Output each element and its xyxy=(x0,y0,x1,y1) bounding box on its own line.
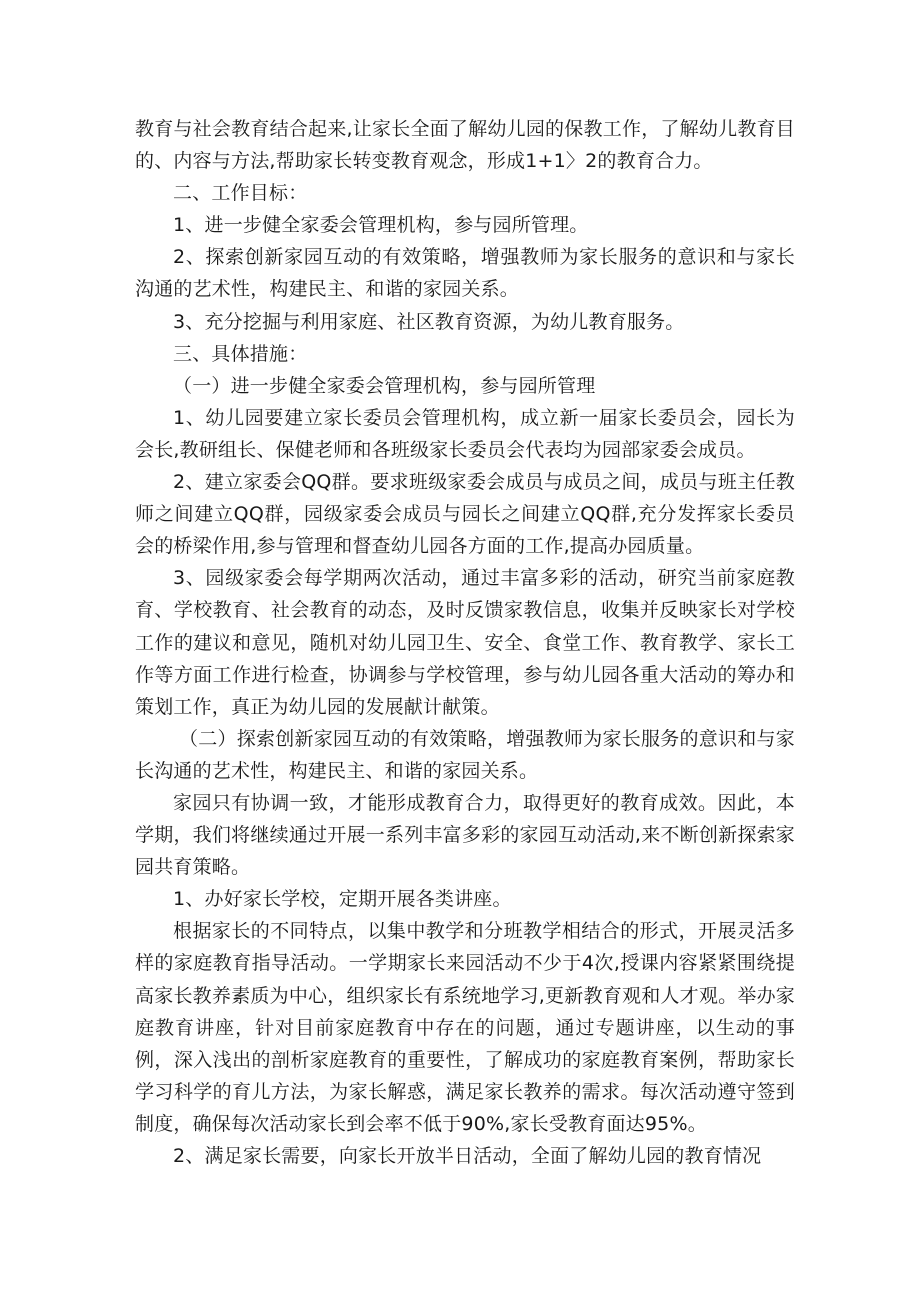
paragraph-intro-continuation: 教育与社会教育结合起来,让家长全面了解幼儿园的保教工作，了解幼儿教育目的、内容与方法,帮助家长转变教育观念，形成1+1〉2的教育合力。 xyxy=(135,118,795,173)
heading-work-goals: 二、工作目标： xyxy=(173,182,308,205)
measure-1-item-1: 1、幼儿园要建立家长委员会管理机构，成立新一届家长委员会，园长为会长,教研组长、保健老师和各班级家长委员会代表均为园部家委会成员。 xyxy=(135,406,795,461)
goal-item-3: 3、充分挖掘与利用家庭、社区教育资源，为幼儿教育服务。 xyxy=(173,310,685,333)
document-body xyxy=(135,113,795,1172)
goal-item-2: 2、探索创新家园互动的有效策略，增强教师为家长服务的意识和与家长沟通的艺术性，构建民主、和谐的家园关系。 xyxy=(135,246,795,301)
measure-2-item-1-detail: 根据家长的不同特点，以集中教学和分班教学相结合的形式，开展灵活多样的家庭教育指导活动。一学期家长来园活动不少于4次,授课内容紧紧围绕提高家长教养素质为中心，组织家长有系统地学习,更新教育观和人才观。举办家庭教育讲座，针对目前家庭教育中存在的问题，通过专题讲座，以生动的事例，深入浅出的剖析家庭教育的重要性，了解成功的家庭教育案例，帮助家长学习科学的育儿方法，为家长解惑，满足家长教养的需求。每次活动遵守签到制度，确保每次活动家长到会率不低于90%,家长受教育面达95%。 xyxy=(135,920,795,1135)
subheading-measure-1: （一）进一步健全家委会管理机构，参与园所管理 xyxy=(173,374,596,397)
measure-2-intro: 家园只有协调一致，才能形成教育合力，取得更好的教育成效。因此，本学期，我们将继续通过开展一系列丰富多彩的家园互动活动,来不断创新探索家园共育策略。 xyxy=(135,791,795,879)
measure-1-item-2: 2、建立家委会QQ群。要求班级家委会成员与成员之间，成员与班主任教师之间建立QQ群，园级家委会成员与园长之间建立QQ群,充分发挥家长委员会的桥梁作用,参与管理和督查幼儿园各方面的工作,提高办园质量。 xyxy=(135,471,795,558)
heading-specific-measures: 三、具体措施： xyxy=(173,342,308,365)
measure-2-item-1: 1、办好家长学校，定期开展各类讲座。 xyxy=(173,888,512,911)
goal-item-1: 1、进一步健全家委会管理机构，参与园所管理。 xyxy=(173,214,589,237)
measure-1-item-3: 3、园级家委会每学期两次活动，通过丰富多彩的活动，研究当前家庭教育、学校教育、社会教育的动态，及时反馈家教信息，收集并反映家长对学校工作的建议和意见，随机对幼儿园卫生、安全、食堂工作、教育教学、家长工作等方面工作进行检查，协调参与学校管理，参与幼儿园各重大活动的筹办和策划工作，真正为幼儿园的发展献计献策。 xyxy=(135,567,795,718)
measure-2-item-2: 2、满足家长需要，向家长开放半日活动，全面了解幼儿园的教育情况 xyxy=(173,1145,762,1167)
subheading-measure-2: （二）探索创新家园互动的有效策略，增强教师为家长服务的意识和与家长沟通的艺术性，构建民主、和谐的家园关系。 xyxy=(135,727,795,782)
